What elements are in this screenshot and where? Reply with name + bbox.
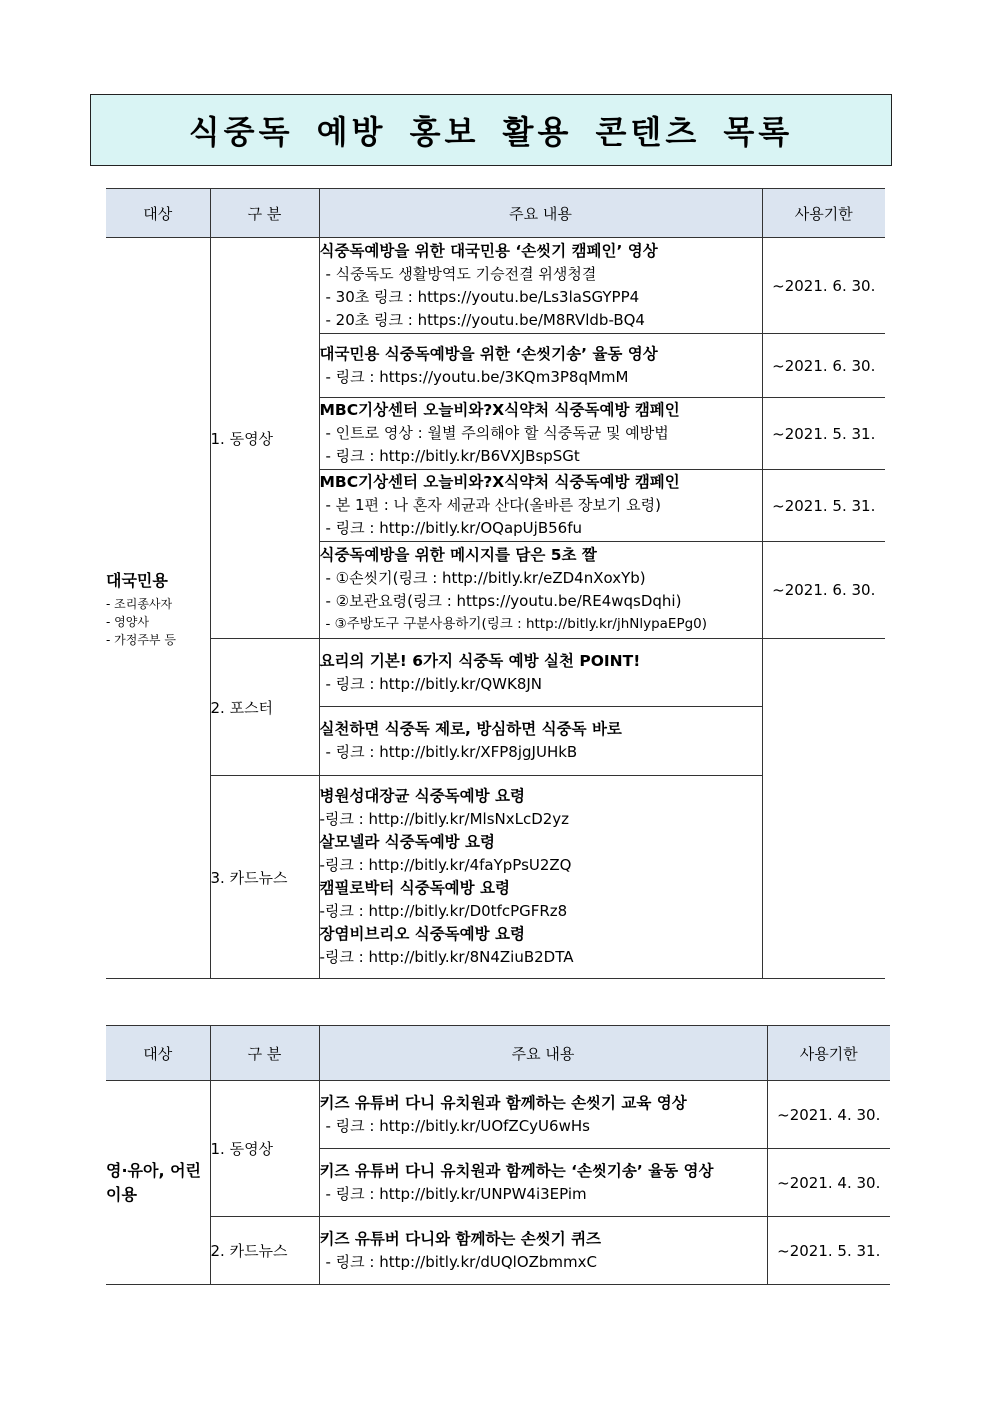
table-header-row (106, 1026, 890, 1081)
header-content: 주요 내용 (319, 189, 762, 238)
target-cell (106, 238, 210, 979)
content-link[interactable]: -링크 : http://bitly.kr/D0tfcPGFRz8 (319, 902, 568, 920)
title-box (90, 94, 892, 166)
content-heading: 실천하면 식중독 제로, 방심하면 식중독 바로 (319, 720, 622, 738)
content-link[interactable]: - 링크 : http://bitly.kr/UOfZCyU6wHs (325, 1116, 590, 1135)
header-target: 대상 (106, 1026, 210, 1081)
expiry-empty (762, 639, 885, 979)
target-sub-item: - 가정주부 등 (106, 632, 176, 647)
content-cell (319, 1081, 767, 1149)
table-row (106, 1081, 890, 1149)
table-row (106, 639, 885, 707)
content-link[interactable]: - 링크 : http://bitly.kr/B6VXJBspSGt (325, 447, 580, 465)
page-title: 식중독 예방 홍보 활용 콘텐츠 목록 (188, 113, 794, 151)
expiry-date: ~2021. 5. 31. (767, 1217, 890, 1285)
content-link[interactable]: - 링크 : https://youtu.be/3KQm3P8qMmM (325, 367, 629, 386)
content-cell (319, 707, 762, 776)
content-heading: 대국민용 식중독예방을 위한 ‘손씻기송’ 율동 영상 (319, 344, 658, 363)
content-line: - 본 1편 : 나 혼자 세균과 산다(올바른 장보기 요령) (325, 496, 661, 514)
content-heading: 키즈 유튜버 다니 유치원과 함께하는 손씻기 교육 영상 (319, 1093, 687, 1112)
target-main: 대국민용 (106, 570, 168, 590)
expiry-date: ~2021. 4. 30. (767, 1149, 890, 1217)
content-link[interactable]: -링크 : http://bitly.kr/MlsNxLcD2yz (319, 810, 570, 828)
header-expiry: 사용기한 (767, 1026, 890, 1081)
expiry-date: ~2021. 6. 30. (762, 334, 885, 398)
content-table-children (106, 1025, 890, 1285)
category-video: 1. 동영상 (210, 1081, 319, 1217)
content-link[interactable]: - 30초 링크 : https://youtu.be/Ls3laSGYPP4 (325, 287, 640, 306)
content-heading: 식중독예방을 위한 메시지를 담은 5초 짤 (319, 546, 597, 564)
content-heading: 살모넬라 식중독예방 요령 (319, 833, 495, 851)
table-row (106, 238, 885, 334)
content-heading: MBC기상센터 오늘비와?X식약처 식중독예방 캠페인 (319, 473, 680, 491)
header-expiry: 사용기한 (762, 189, 885, 238)
content-cell (319, 776, 762, 979)
expiry-date: ~2021. 4. 30. (767, 1081, 890, 1149)
content-cell (319, 334, 762, 398)
content-link[interactable]: - 링크 : http://bitly.kr/UNPW4i3EPim (325, 1184, 587, 1203)
content-heading: 키즈 유튜버 다니와 함께하는 손씻기 퀴즈 (319, 1229, 602, 1248)
category-cardnews: 2. 카드뉴스 (210, 1217, 319, 1285)
header-target: 대상 (106, 189, 210, 238)
content-link[interactable]: - ③주방도구 구분사용하기(링크 : http://bitly.kr/jhNlypaEPg0) (325, 616, 708, 632)
content-cell (319, 1149, 767, 1217)
content-heading: 키즈 유튜버 다니 유치원과 함께하는 ‘손씻기송’ 율동 영상 (319, 1161, 714, 1180)
expiry-date: ~2021. 5. 31. (762, 470, 885, 542)
table-row (106, 1217, 890, 1285)
header-category: 구 분 (210, 189, 319, 238)
content-heading: 요리의 기본! 6가지 식중독 예방 실천 POINT! (319, 651, 641, 670)
content-link[interactable]: - 링크 : http://bitly.kr/dUQlOZbmmxC (325, 1252, 598, 1271)
expiry-date: ~2021. 6. 30. (762, 542, 885, 639)
category-poster: 2. 포스터 (210, 639, 319, 776)
content-line: - 식중독도 생활방역도 기승전결 위생청결 (325, 264, 597, 283)
expiry-date: ~2021. 6. 30. (762, 238, 885, 334)
content-link[interactable]: - 링크 : http://bitly.kr/XFP8jgJUHkB (325, 743, 578, 761)
content-heading: 장염비브리오 식중독예방 요령 (319, 925, 525, 943)
content-link[interactable]: - ①손씻기(링크 : http://bitly.kr/eZD4nXoxYb) (325, 569, 646, 587)
content-link[interactable]: - 링크 : http://bitly.kr/QWK8JN (325, 674, 543, 693)
content-heading: MBC기상센터 오늘비와?X식약처 식중독예방 캠페인 (319, 401, 680, 419)
content-heading: 병원성대장균 식중독예방 요령 (319, 787, 525, 805)
content-heading: 식중독예방을 위한 대국민용 ‘손씻기 캠페인’ 영상 (319, 241, 658, 260)
content-line: - 인트로 영상 : 월별 주의해야 할 식중독균 및 예방법 (325, 424, 669, 442)
content-heading: 캠필로박터 식중독예방 요령 (319, 879, 510, 897)
header-content: 주요 내용 (319, 1026, 767, 1081)
content-link[interactable]: -링크 : http://bitly.kr/4faYpPsU2ZQ (319, 856, 572, 874)
content-cell (319, 542, 762, 639)
target-sub-list (106, 595, 210, 649)
content-cell (319, 238, 762, 334)
table-header-row (106, 189, 885, 238)
target-sub-item: - 조리종사자 (106, 596, 173, 611)
content-cell (319, 639, 762, 707)
content-cell (319, 1217, 767, 1285)
category-cardnews: 3. 카드뉴스 (210, 776, 319, 979)
target-cell: 영·유아, 어린이용 (106, 1081, 210, 1285)
content-link[interactable]: - ②보관요령(링크 : https://youtu.be/RE4wqsDqhi) (325, 592, 682, 610)
header-category: 구 분 (210, 1026, 319, 1081)
content-link[interactable]: - 링크 : http://bitly.kr/OQapUjB56fu (325, 519, 582, 537)
content-cell (319, 398, 762, 470)
category-video: 1. 동영상 (210, 238, 319, 639)
content-link[interactable]: -링크 : http://bitly.kr/8N4ZiuB2DTA (319, 948, 574, 966)
content-link[interactable]: - 20초 링크 : https://youtu.be/M8RVldb-BQ4 (325, 310, 645, 329)
content-cell (319, 470, 762, 542)
expiry-date: ~2021. 5. 31. (762, 398, 885, 470)
target-sub-item: - 영양사 (106, 614, 149, 629)
content-table-public (106, 188, 885, 979)
